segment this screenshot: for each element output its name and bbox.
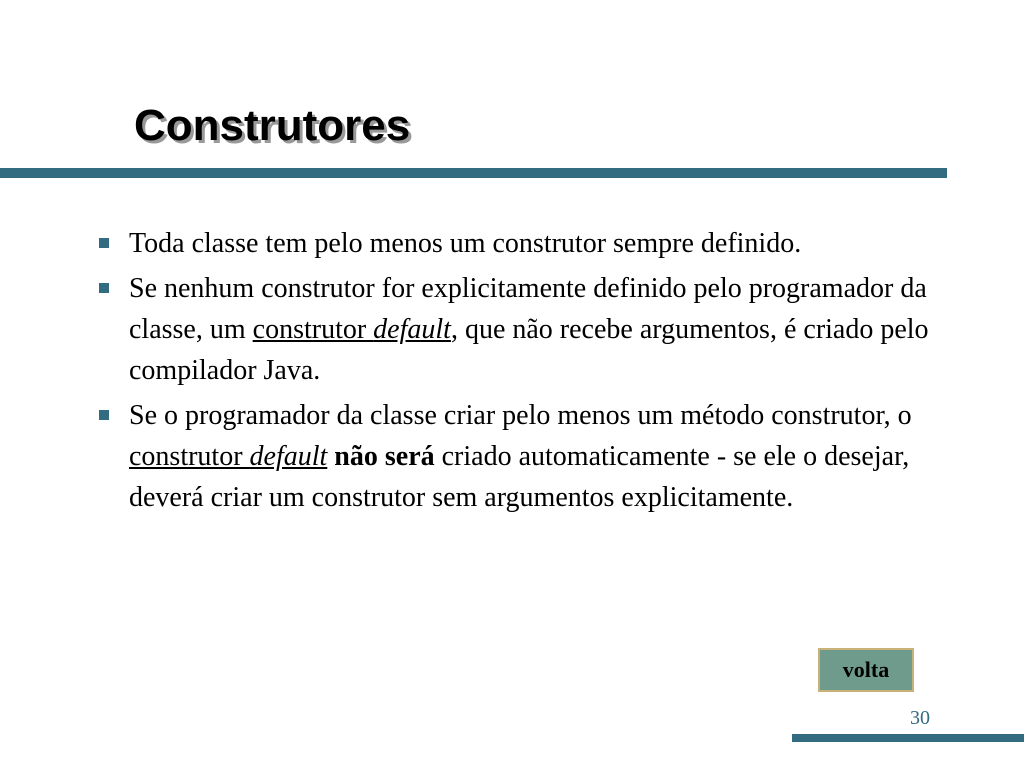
back-button-label: volta [842, 657, 890, 682]
link-emphasis: default [249, 441, 328, 472]
bullet-item [95, 395, 975, 518]
bullet-text: , que não recebe argumentos, é criado pelo compilador Java. [129, 314, 929, 386]
link-emphasis: default [373, 314, 451, 345]
default-constructor-link[interactable] [253, 314, 451, 345]
title-divider [0, 168, 947, 178]
default-constructor-link[interactable] [129, 441, 327, 472]
bullet-item [95, 223, 975, 264]
bold-emphasis: não será [334, 441, 435, 472]
bullet-text: Se o programador da classe criar pelo menos um método construtor, o [129, 400, 912, 431]
page-number: 30 [910, 707, 930, 729]
bullet-text: Se nenhum construtor for explicitamente definido pelo programador da classe, um [129, 273, 927, 345]
bullet-list [95, 223, 975, 522]
bullet-item [95, 268, 975, 391]
slide-title: Construtores [134, 101, 411, 150]
footer-divider [792, 734, 1024, 742]
link-text: construtor [129, 441, 250, 472]
square-bullet-icon [99, 410, 109, 420]
bullet-text: Toda classe tem pelo menos um construtor sempre definido. [129, 228, 802, 259]
square-bullet-icon [99, 283, 109, 293]
bullet-text: criado automaticamente - se ele o desejar, deverá criar um construtor sem argumentos explicitamente. [129, 441, 910, 513]
square-bullet-icon [99, 238, 109, 248]
link-text: construtor [252, 314, 374, 345]
back-button[interactable] [818, 648, 914, 692]
